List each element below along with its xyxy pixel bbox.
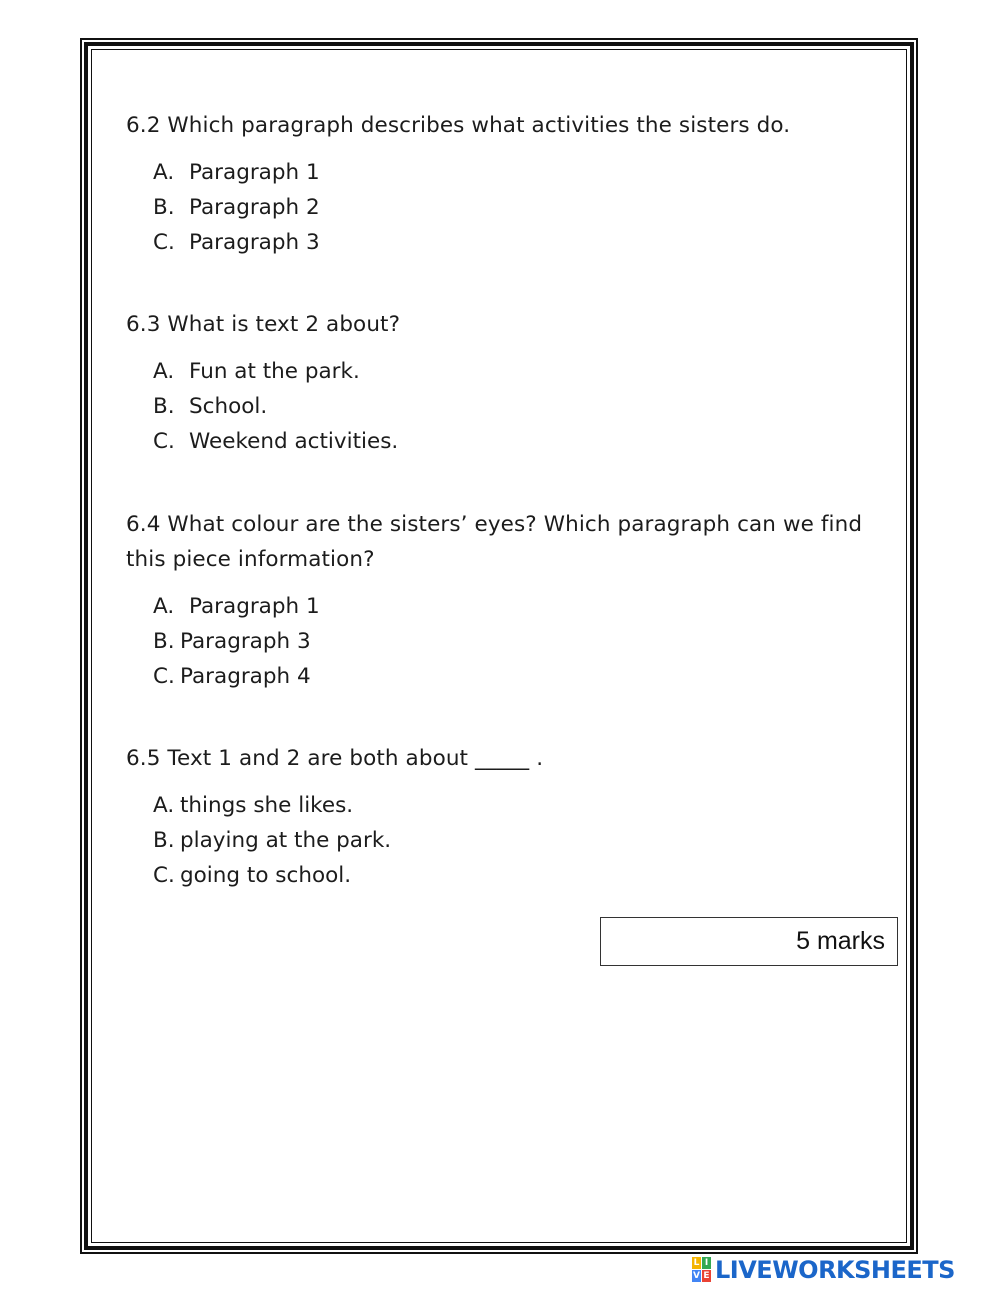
question-6-3-option-a[interactable] — [153, 357, 360, 387]
option-letter: B. — [153, 195, 175, 220]
question-6-4-option-a[interactable] — [153, 592, 320, 622]
option-text: Fun at the park. — [189, 359, 360, 384]
option-text: School. — [189, 394, 268, 419]
question-6-2-prompt: 6.2 Which paragraph describes what activities the sisters do. — [126, 113, 791, 138]
question-6-3-option-b[interactable] — [153, 392, 267, 422]
question-6-5-prompt: 6.5 Text 1 and 2 are both about _____ . — [126, 746, 544, 771]
option-letter: C. — [153, 230, 175, 255]
question-6-3-option-c[interactable] — [153, 427, 398, 457]
question-6-5-option-c[interactable] — [153, 861, 351, 891]
option-text: Weekend activities. — [189, 429, 399, 454]
liveworksheets-logo-text: LIVEWORKSHEETS — [715, 1256, 955, 1284]
option-text: Paragraph 3 — [180, 629, 311, 654]
option-letter: B. — [153, 629, 175, 654]
option-letter: A. — [153, 359, 175, 384]
option-text: Paragraph 1 — [189, 594, 320, 619]
liveworksheets-logo[interactable] — [692, 1254, 955, 1286]
question-6-2-option-b[interactable] — [153, 193, 320, 223]
option-letter: A. — [153, 793, 175, 818]
option-letter: B. — [153, 394, 175, 419]
option-text: Paragraph 1 — [189, 160, 320, 185]
option-text: Paragraph 2 — [189, 195, 320, 220]
question-6-4-option-b[interactable] — [153, 627, 311, 657]
question-6-5-option-a[interactable] — [153, 791, 353, 821]
marks-box: 5 marks — [600, 917, 898, 966]
option-letter: A. — [153, 160, 175, 185]
option-letter: C. — [153, 863, 175, 888]
option-letter: A. — [153, 594, 175, 619]
option-text: going to school. — [180, 863, 352, 888]
option-letter: C. — [153, 664, 175, 689]
question-6-2-option-c[interactable] — [153, 228, 320, 258]
liveworksheets-logo-icon: L I V E — [693, 1258, 710, 1281]
question-6-2-option-a[interactable] — [153, 158, 320, 188]
option-letter: C. — [153, 429, 175, 454]
option-text: playing at the park. — [180, 828, 392, 853]
question-6-3-prompt: 6.3 What is text 2 about? — [126, 312, 401, 337]
option-text: Paragraph 4 — [180, 664, 311, 689]
question-6-4-prompt: 6.4 What colour are the sisters’ eyes? Which paragraph can we find this piece information? — [126, 512, 863, 572]
option-text: Paragraph 3 — [189, 230, 320, 255]
question-6-4-option-c[interactable] — [153, 662, 311, 692]
option-letter: B. — [153, 828, 175, 853]
question-6-5-option-b[interactable] — [153, 826, 391, 856]
option-text: things she likes. — [180, 793, 354, 818]
